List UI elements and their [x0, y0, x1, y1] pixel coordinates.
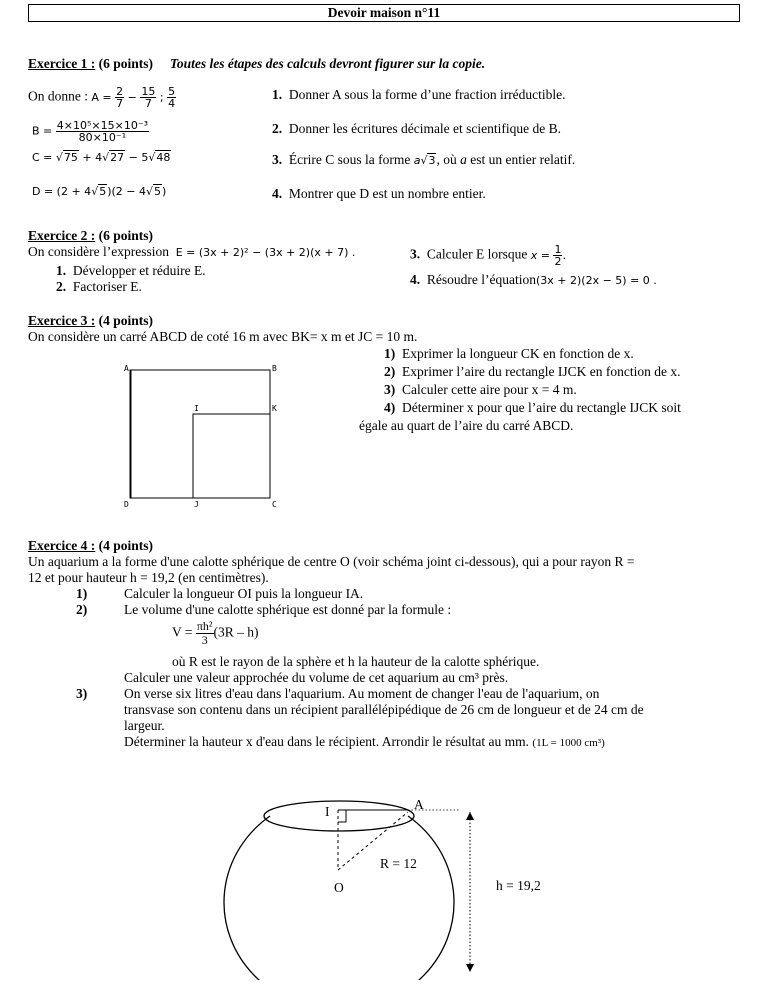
label-j: J: [194, 500, 199, 509]
ex3-intro: On considère un carré ABCD de coté 16 m avec BK= x m et JC = 10 m.: [28, 329, 418, 344]
ex4-calc: Calculer une valeur approchée du volume de cet aquarium au cm³ près.: [124, 670, 509, 685]
ex4-q3-line3: largeur.: [124, 718, 165, 733]
ex4-q3-line2: transvase son contenu dans un récipient parallélépipédique de 26 cm de longueur et de 24 cm de: [124, 702, 644, 717]
label-i: I: [194, 404, 199, 413]
a-frac-3: $\frac{5}{4}$: [168, 85, 176, 110]
page-title: Devoir maison n°11: [28, 4, 740, 22]
square-abcd-figure: [118, 358, 288, 514]
ex1-given: On donne :: [28, 88, 88, 104]
ex4-q2-num: 2): [76, 602, 88, 617]
ex4-q3-num: 3): [76, 686, 88, 701]
fig-label-i: I: [325, 804, 330, 819]
ex1-def-a: [28, 86, 176, 109]
ex3-q2: 2) Exprimer l’aire du rectangle IJCK en fonction de x.: [384, 364, 681, 379]
ex4-q3-line1: On verse six litres d'eau dans l'aquarium. Au moment de changer l'eau de l'aquarium, on: [124, 686, 600, 701]
ex3-q4-cont: égale au quart de l’aire du carré ABCD.: [359, 418, 574, 433]
b-label: B =: [32, 124, 53, 138]
fig-label-a: A: [414, 797, 424, 812]
ex3-header: Exercice 3 : (4 points): [28, 313, 153, 328]
ex4-q1-num: 1): [76, 586, 88, 601]
a-label: A =: [91, 90, 112, 104]
volume-formula: V = $\frac{\text{πh²}}{3}$ (3R – h): [172, 619, 259, 647]
a-frac-2: $\frac{15}{7}$: [141, 85, 156, 110]
label-b: B: [272, 364, 277, 373]
ex2-header: Exercice 2 : (6 points): [28, 228, 153, 243]
ex1-points: (6 points): [98, 56, 153, 71]
fig-label-h: h = 19,2: [496, 878, 541, 893]
label-k: K: [272, 404, 277, 413]
ex2-q1: 1. Développer et réduire E.: [56, 263, 206, 278]
ex2-q3: 3. Calculer E lorsque x = $\frac{1}{2}$ .: [410, 243, 566, 268]
ex3-q3: 3) Calculer cette aire pour x = 4 m.: [384, 382, 577, 397]
fig-label-o: O: [334, 880, 344, 895]
a-op: −: [127, 90, 137, 104]
label-c: C: [272, 500, 277, 509]
ex1-q2: 2. Donner les écritures décimale et scientifique de B.: [272, 121, 562, 136]
ex3-q1: 1) Exprimer la longueur CK en fonction de x.: [384, 346, 634, 361]
fig-label-r: R = 12: [380, 856, 417, 871]
ex1-q1: 1. Donner A sous la forme d’une fraction irréductible.: [272, 87, 566, 102]
label-a: A: [124, 364, 129, 373]
ex1-q4: 4. Montrer que D est un nombre entier.: [272, 186, 486, 201]
ex4-where: où R est le rayon de la sphère et h la hauteur de la calotte sphérique.: [172, 654, 540, 669]
ex4-q3-line4: Déterminer la hauteur x d'eau dans le récipient. Arrondir le résultat au mm. (1L = 1000 cm³): [124, 734, 605, 749]
ex1-header: [28, 56, 485, 72]
ex4-q1: Calculer la longueur OI puis la longueur IA.: [124, 586, 364, 601]
ex1-def-b: [32, 120, 149, 143]
label-d: D: [124, 500, 129, 509]
ex1-def-c: C = √75 + 4√27 − 5√48: [32, 151, 171, 164]
ex4-header: Exercice 4 : (4 points): [28, 538, 153, 553]
b-frac: $\frac{\text{4×10⁵×15×10⁻³}}{\text{80×10⁻¹}}$: [56, 119, 149, 144]
ex3-q4: 4) Déterminer x pour que l’aire du rectangle IJCK soit: [384, 400, 681, 415]
ex1-heading: Exercice 1 :: [28, 56, 96, 71]
ex2-q2: 2. Factoriser E.: [56, 279, 142, 294]
a-frac-1: $\frac{2}{7}$: [116, 85, 124, 110]
ex1-def-d: D = (2 + 4√5)(2 − 4√5): [32, 185, 167, 198]
ex1-q3: 3. Écrire C sous la forme a√3, où a est un entier relatif.: [272, 152, 576, 167]
a-sep: ;: [159, 90, 164, 104]
ex4-q2: Le volume d'une calotte sphérique est donné par la formule :: [124, 602, 452, 617]
ex2-intro: On considère l’expression E = (3x + 2)² − (3x + 2)(x + 7) .: [28, 244, 356, 259]
ex2-q4: 4. Résoudre l’équation(3x + 2)(2x − 5) = 0 .: [410, 272, 657, 287]
ex4-intro-2: 12 et pour hauteur h = 19,2 (en centimètres).: [28, 570, 269, 585]
ex1-instruction: Toutes les étapes des calculs devront figurer sur la copie.: [169, 56, 486, 71]
ex4-intro-1: Un aquarium a la forme d'une calotte sphérique de centre O (voir schéma joint ci-dessous), qui a pour rayon R =: [28, 554, 635, 569]
